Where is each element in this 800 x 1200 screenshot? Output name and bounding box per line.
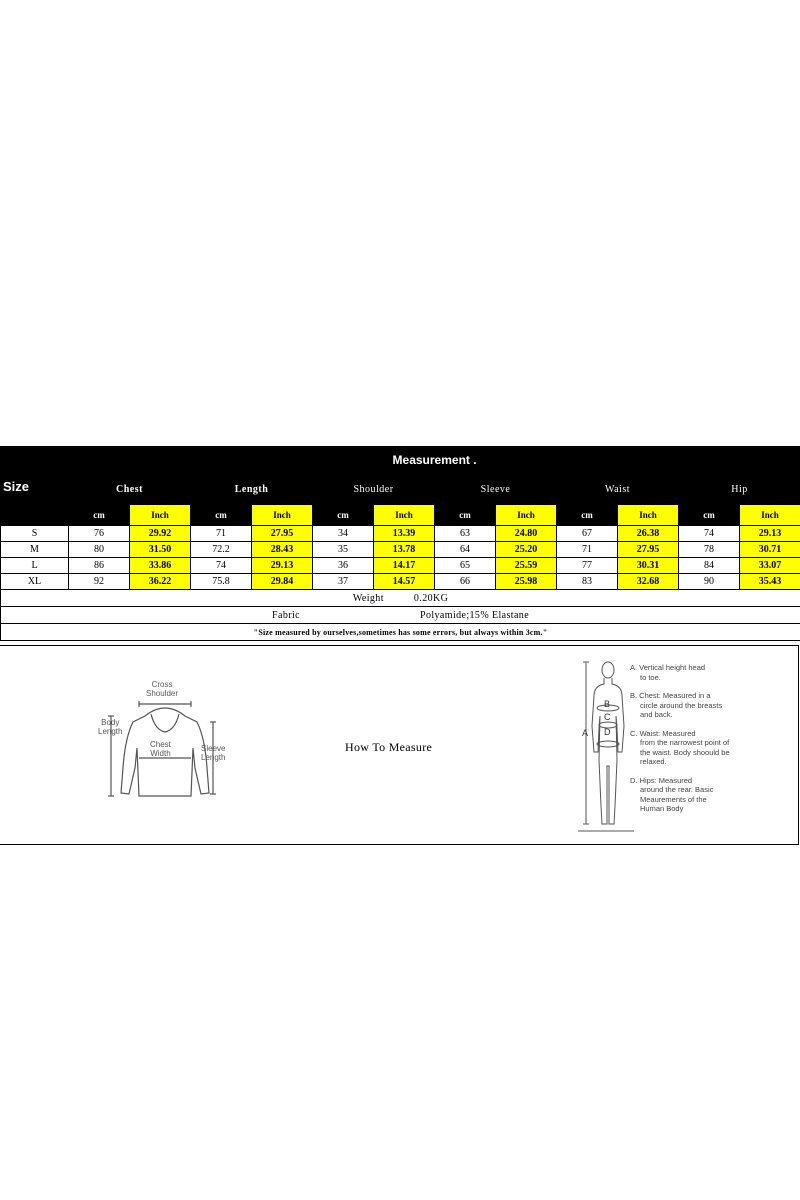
unit-cm: cm <box>557 505 618 526</box>
value-cell: 75.8 <box>191 574 252 590</box>
marker-b: B <box>604 699 611 709</box>
size-cell: XL <box>1 574 69 590</box>
table-row <box>1 542 800 558</box>
marker-a: A <box>582 728 589 738</box>
fabric-label: Fabric <box>272 609 300 621</box>
value-cell: 27.95 <box>618 542 679 558</box>
value-cell: 84 <box>679 558 740 574</box>
value-cell: 25.20 <box>496 542 557 558</box>
human-body-figure-icon <box>576 656 636 836</box>
unit-inch: Inch <box>374 505 435 526</box>
weight-label: Weight <box>352 592 384 604</box>
value-cell: 34 <box>313 526 374 542</box>
value-cell: 71 <box>557 542 618 558</box>
value-cell: 25.59 <box>496 558 557 574</box>
value-cell: 25.98 <box>496 574 557 590</box>
value-cell: 78 <box>679 542 740 558</box>
body-length-label: Body Length <box>98 718 123 736</box>
value-cell: 32.68 <box>618 574 679 590</box>
value-cell: 14.17 <box>374 558 435 574</box>
value-cell: 13.78 <box>374 542 435 558</box>
value-cell: 66 <box>435 574 496 590</box>
size-chart-table <box>0 446 800 641</box>
legend-item-b: B. Chest: Measured in a circle around the breasts and back. <box>630 691 723 719</box>
value-cell: 29.13 <box>252 558 313 574</box>
value-cell: 30.71 <box>740 542 800 558</box>
value-cell: 31.50 <box>130 542 191 558</box>
group-header-shoulder: Shoulder <box>313 474 435 505</box>
unit-inch: Inch <box>618 505 679 526</box>
value-cell: 74 <box>679 526 740 542</box>
unit-inch: Inch <box>130 505 191 526</box>
measurement-legend <box>630 663 730 823</box>
value-cell: 28.43 <box>252 542 313 558</box>
value-cell: 83 <box>557 574 618 590</box>
table-row <box>1 526 800 542</box>
value-cell: 65 <box>435 558 496 574</box>
value-cell: 35 <box>313 542 374 558</box>
fabric-value: Polyamide;15% Elastane <box>419 609 530 621</box>
value-cell: 33.86 <box>130 558 191 574</box>
group-header-chest: Chest <box>69 474 191 505</box>
cross-shoulder-label: Cross Shoulder <box>146 680 179 698</box>
value-cell: 86 <box>69 558 130 574</box>
unit-inch: Inch <box>252 505 313 526</box>
legend-item-a: A. Vertical height head to toe. <box>630 663 706 682</box>
value-cell: 29.84 <box>252 574 313 590</box>
value-cell: 72.2 <box>191 542 252 558</box>
how-to-measure-panel <box>0 645 799 845</box>
value-cell: 24.80 <box>496 526 557 542</box>
legend-item-c: C. Waist: Measured from the narrowest point of the waist. Body shoould be relaxed. <box>630 728 730 766</box>
value-cell: 92 <box>69 574 130 590</box>
group-header-hip: Hip <box>679 474 800 505</box>
value-cell: 64 <box>435 542 496 558</box>
weight-row <box>1 590 800 607</box>
fabric-row <box>1 607 800 624</box>
value-cell: 29.92 <box>130 526 191 542</box>
size-cell: L <box>1 558 69 574</box>
table-row <box>1 574 800 590</box>
value-cell: 26.38 <box>618 526 679 542</box>
value-cell: 67 <box>557 526 618 542</box>
unit-cm: cm <box>435 505 496 526</box>
value-cell: 36 <box>313 558 374 574</box>
value-cell: 33.07 <box>740 558 800 574</box>
group-header-waist: Waist <box>557 474 679 505</box>
size-column-header: Size <box>1 447 69 526</box>
value-cell: 36.22 <box>130 574 191 590</box>
value-cell: 27.95 <box>252 526 313 542</box>
unit-cm: cm <box>191 505 252 526</box>
unit-inch: Inch <box>740 505 800 526</box>
unit-cm: cm <box>679 505 740 526</box>
group-header-sleeve: Sleeve <box>435 474 557 505</box>
marker-c: C <box>604 712 611 722</box>
value-cell: 63 <box>435 526 496 542</box>
unit-cm: cm <box>313 505 374 526</box>
value-cell: 35.43 <box>740 574 800 590</box>
unit-inch: Inch <box>496 505 557 526</box>
unit-cm: cm <box>69 505 130 526</box>
value-cell: 13.39 <box>374 526 435 542</box>
value-cell: 30.31 <box>618 558 679 574</box>
table-row <box>1 558 800 574</box>
weight-value: 0.20KG <box>413 592 449 604</box>
measurement-header: Measurement . <box>69 447 800 474</box>
value-cell: 76 <box>69 526 130 542</box>
size-cell: S <box>1 526 69 542</box>
how-to-measure-title: How To Measure <box>345 740 433 754</box>
sleeve-length-label: Sleeve Length <box>201 744 226 762</box>
value-cell: 29.13 <box>740 526 800 542</box>
value-cell: 80 <box>69 542 130 558</box>
value-cell: 77 <box>557 558 618 574</box>
value-cell: 37 <box>313 574 374 590</box>
marker-d: D <box>604 727 611 737</box>
value-cell: 90 <box>679 574 740 590</box>
group-header-length: Length <box>191 474 313 505</box>
value-cell: 74 <box>191 558 252 574</box>
value-cell: 14.57 <box>374 574 435 590</box>
size-cell: M <box>1 542 69 558</box>
disclaimer-note: "Size measured by ourselves,sometimes has some errors, but always within 3cm." <box>1 624 800 641</box>
value-cell: 71 <box>191 526 252 542</box>
chest-width-label: Chest Width <box>150 740 171 758</box>
legend-item-d: D. Hips: Measured around the rear. Basic Meaurements of the Human Body <box>630 775 714 813</box>
